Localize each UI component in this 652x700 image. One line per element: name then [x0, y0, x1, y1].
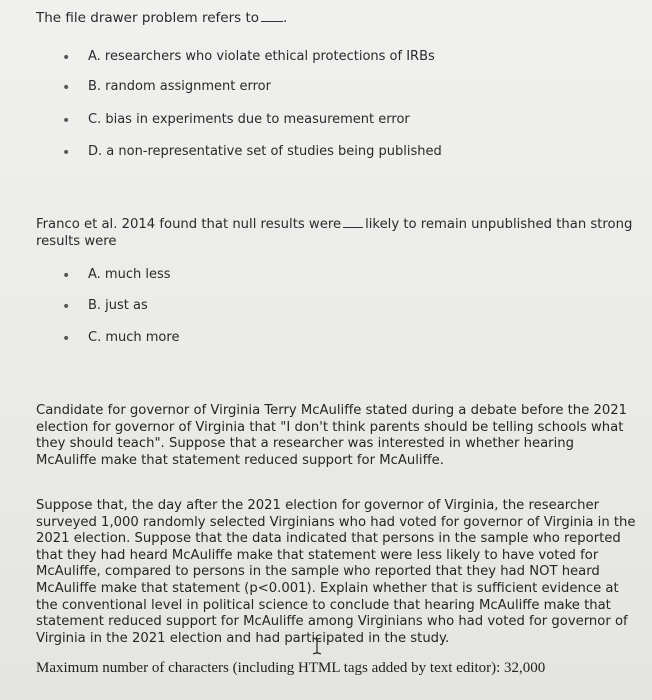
fill-blank	[343, 227, 363, 228]
question-1-option-b[interactable]: B. random assignment error	[88, 79, 271, 94]
question-2-option-a[interactable]: A. much less	[88, 267, 171, 282]
text-cursor-icon	[312, 637, 322, 655]
question-3-context: Candidate for governor of Virginia Terry McAuliffe stated during a debate before the 2021 election for governor of Virginia that "I don't think parents should be telling schools what they should teach". Suppose that a researcher was interested in whether hearing McAuliffe make that statement reduced support for McAuliffe.	[36, 403, 628, 468]
question-3-prompt: Suppose that, the day after the 2021 election for governor of Virginia, the researcher surveyed 1,000 randomly selected Virginians who had voted for governor of Virginia in the 2021 election. Suppose that the data indicated that persons in the sample who reported that they had heard McAuliffe make that statement were less likely to have voted for McAuliffe, compared to persons in the sample who reported that they had NOT heard McAuliffe make that statement (p<0.001). Explain whether that is sufficient evidence at the conventional level in political science to conclude that hearing McAuliffe make that statement reduced support for McAuliffe among Virginians who had voted for governor of Virginia in the 2021 election and had participated in the study.	[36, 498, 636, 646]
question-1-option-a[interactable]: A. researchers who violate ethical protections of IRBs	[88, 49, 435, 64]
fill-blank	[261, 21, 283, 22]
question-2-stem-start: Franco et al. 2014 found that null results were	[36, 217, 342, 232]
question-1-option-d[interactable]: D. a non-representative set of studies being published	[88, 144, 442, 159]
bullet-icon: •	[62, 50, 71, 66]
question-1-text: The file drawer problem refers to .	[36, 10, 288, 26]
question-2-option-b[interactable]: B. just as	[88, 298, 148, 313]
question-1-option-c[interactable]: C. bias in experiments due to measurement error	[88, 112, 410, 127]
max-characters-note: Maximum number of characters (including HTML tags added by text editor): 32,000	[36, 660, 546, 676]
question-2-text	[36, 216, 636, 250]
bullet-icon: •	[62, 299, 71, 315]
bullet-icon: •	[62, 113, 71, 129]
bullet-icon: •	[62, 145, 71, 161]
bullet-icon: •	[62, 80, 71, 96]
question-2-stem-end: likely to remain unpublished than strong results were	[36, 217, 633, 249]
bullet-icon: •	[62, 268, 71, 284]
question-2-option-c[interactable]: C. much more	[88, 330, 180, 345]
bullet-icon: •	[62, 331, 71, 347]
question-1-stem: The file drawer problem refers to	[36, 10, 260, 26]
